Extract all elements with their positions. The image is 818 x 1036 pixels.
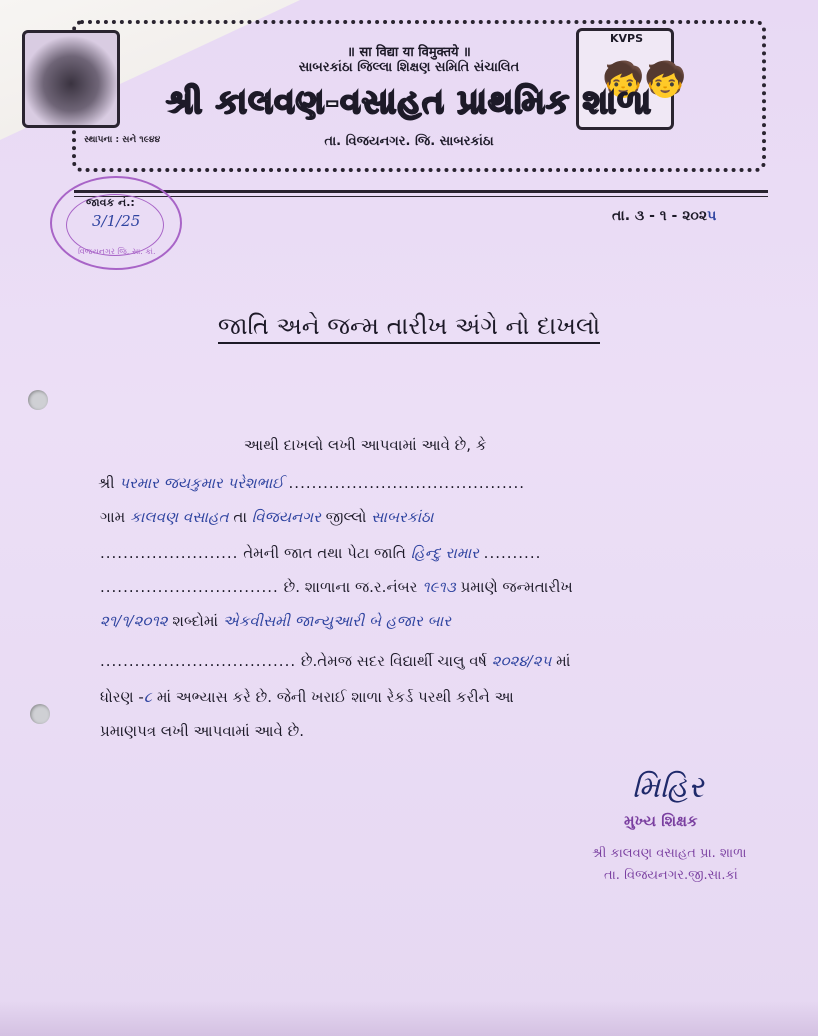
caste-line bbox=[100, 544, 541, 562]
caste-trail: .......... bbox=[483, 544, 542, 562]
kvps-logo-text: KVPS bbox=[610, 32, 644, 45]
date-label: તા. bbox=[612, 208, 631, 224]
standard-text: માં અભ્યાસ કરે છે. જેની ખરાઈ શાળા રેકર્ડ પરથી કરીને આ bbox=[156, 688, 514, 706]
children-reading-icon: 🧒🧒 bbox=[602, 60, 687, 100]
name-line bbox=[98, 474, 525, 492]
date-printed: ૩ - ૧ - ૨૦૨ bbox=[634, 208, 708, 224]
punch-hole-top bbox=[28, 390, 48, 410]
school-seal-line2: તા. વિજયનગર.જી.સા.કાં bbox=[604, 868, 738, 883]
issue-date bbox=[612, 208, 716, 224]
intro-text: આથી દાખલો લખી આપવામાં આવે છે, કે bbox=[244, 436, 487, 454]
year-trail: માં bbox=[556, 652, 571, 670]
district-label: જીલ્લો bbox=[325, 508, 367, 526]
stamp-ring-text: વિજયનગર જિ. સા. કાં. bbox=[78, 247, 156, 256]
school-seal-line1: શ્રી કાલવણ વસાહત પ્રા. શાળા bbox=[592, 846, 747, 861]
standard-value: ૮ bbox=[143, 688, 153, 706]
year-label: છે.તેમજ સદર વિદ્યાર્થી ચાલુ વર્ષ bbox=[300, 652, 487, 670]
gr-label: છે. શાળાના જ.ર.નંબર bbox=[283, 578, 418, 596]
caste-label: તેમની જાત તથા પેટા જાતિ bbox=[243, 544, 406, 562]
taluka-label: તા bbox=[233, 508, 247, 526]
header-divider bbox=[74, 190, 768, 193]
gr-line bbox=[100, 578, 573, 596]
gr-number: ૧૯૧૩ bbox=[422, 578, 456, 596]
inward-number: 3/1/25 bbox=[92, 212, 141, 230]
principal-signature: મિહિર bbox=[632, 770, 704, 805]
name-dots: ......................................... bbox=[288, 474, 526, 492]
principal-designation: મુખ્ય શિક્ષક bbox=[624, 812, 698, 830]
bottom-shade bbox=[0, 1000, 818, 1036]
dob-label: પ્રમાણે જન્મતારીખ bbox=[460, 578, 573, 596]
village-label: ગામ bbox=[100, 508, 126, 526]
year-dots: .................................. bbox=[100, 652, 297, 670]
letterhead-subheading: સાબરકાંઠા જિલ્લા શિક્ષણ સમિતિ સંચાલિત bbox=[298, 60, 520, 75]
dob-words-label: શબ્દોમાં bbox=[172, 612, 219, 630]
punch-hole-bottom bbox=[30, 704, 50, 724]
taluka-value: વિજયનગર bbox=[251, 508, 321, 526]
standard-line bbox=[100, 688, 514, 706]
closing-line bbox=[100, 722, 304, 740]
caste-value: હિન્દુ રામાર bbox=[410, 544, 479, 562]
dob-words: એકવીસમી જાન્યુઆરી બે હજાર બાર bbox=[222, 612, 451, 630]
student-name: પરમાર જયકુમાર પરેશભાઈ bbox=[119, 474, 284, 492]
village-line bbox=[100, 508, 433, 526]
name-prefix: શ્રી bbox=[98, 474, 115, 492]
certificate-title bbox=[0, 312, 818, 340]
village-value: કાલવણ વસાહત bbox=[130, 508, 229, 526]
year-line bbox=[100, 652, 570, 670]
certificate-title-text: જાતિ અને જન્મ તારીખ અંગે નો દાખલો bbox=[218, 312, 600, 344]
school-name: શ્રી કાલવણ-વસાહત પ્રાથમિક શાળા bbox=[165, 82, 653, 121]
gr-dots: ............................... bbox=[100, 578, 279, 596]
closing-text: પ્રમાણપત્ર લખી આપવામાં આવે છે. bbox=[100, 722, 304, 740]
academic-year: ૨૦૨૪/૨૫ bbox=[491, 652, 552, 670]
date-handwritten: ૫ bbox=[707, 208, 717, 224]
district-value: સાબરકાંઠા bbox=[371, 508, 434, 526]
school-address: તા. વિજયનગર. જિ. સાબરકાંઠા bbox=[324, 134, 494, 149]
standard-prefix: ધોરણ - bbox=[100, 688, 144, 706]
dob-line bbox=[100, 612, 451, 630]
letterhead-motto: ॥ सा विद्या या विमुक्तये ॥ bbox=[347, 45, 471, 60]
founded-text: સ્થાપના : સને ૧૯૪૪ bbox=[84, 135, 161, 145]
inward-label: જાવક નં.: bbox=[86, 196, 135, 209]
header-divider-thin bbox=[74, 196, 768, 197]
dob-value: ૨૧/૧/૨૦૧૨ bbox=[100, 612, 168, 630]
caste-dots: ........................ bbox=[100, 544, 239, 562]
